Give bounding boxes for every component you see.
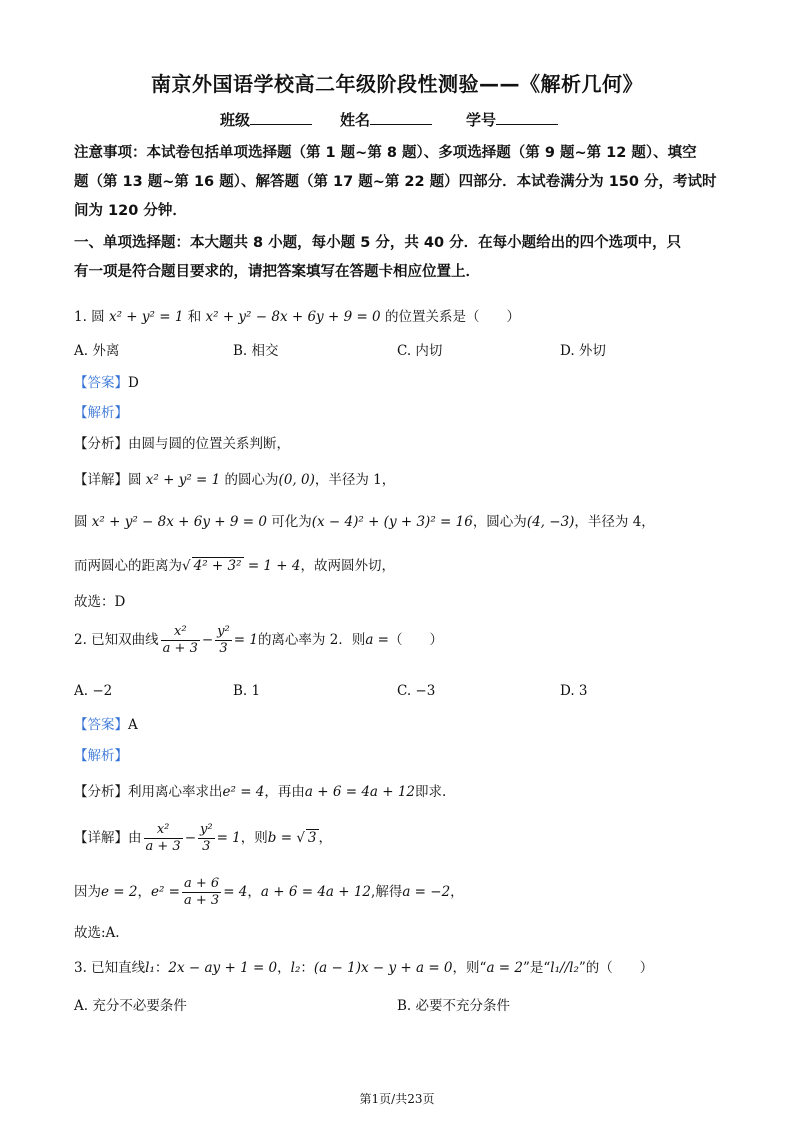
equation: a + 6 = 4a + 12 — [260, 884, 372, 900]
answer-value: A — [128, 717, 138, 733]
equation: b = √ 3 — [267, 830, 317, 846]
option-b: B. 相交 — [233, 343, 279, 359]
option-a: A. −2 — [74, 683, 113, 699]
q1-conclusion: 故选：D — [74, 594, 126, 610]
equation: a = 2 — [486, 960, 523, 976]
student-info-line — [220, 109, 640, 130]
instructions — [74, 139, 724, 226]
fraction — [215, 624, 232, 657]
equation: (x − 4)² + (y + 3)² = 16 — [311, 514, 473, 530]
text: ，半径为 4， — [574, 514, 655, 530]
text: ， — [137, 884, 151, 900]
text: 因为 — [74, 884, 101, 900]
text: 可化为 — [271, 514, 312, 530]
denominator: a + 3 — [162, 641, 198, 656]
text: ，则 — [240, 830, 268, 846]
text: ， — [318, 830, 333, 846]
analysis-tag: 【解析】 — [74, 405, 128, 421]
equation: x² + y² − 8x + 6y + 9 = 0 — [205, 309, 381, 325]
class-field — [220, 109, 312, 130]
operator: − — [201, 632, 214, 648]
option-c: C. 内切 — [397, 343, 443, 359]
denominator: 3 — [219, 641, 228, 656]
text: ： — [154, 960, 169, 976]
answer-tag: 【答案】 — [74, 375, 128, 391]
text: 而两圆心的距离为 — [74, 558, 182, 574]
text: ”的（ ） — [578, 960, 654, 976]
question-number: 3. 已知直线 — [74, 960, 146, 976]
text: 的圆心为 — [224, 472, 279, 488]
denominator: 3 — [202, 839, 211, 854]
fraction — [182, 876, 221, 909]
class-label: 班级 — [220, 111, 251, 129]
text: （ ） — [388, 632, 443, 648]
equation: e² = 4 — [222, 784, 265, 800]
option-b: B. 1 — [233, 683, 261, 699]
text: ， — [277, 960, 291, 976]
equation: l₁//l₂ — [550, 960, 579, 976]
numerator: y² — [200, 822, 213, 837]
section-heading — [74, 229, 724, 287]
text: 圆 — [74, 514, 88, 530]
fenxi-tag: 【分析】 — [74, 436, 128, 452]
equation: = 1 — [216, 830, 241, 846]
text: ， — [450, 884, 464, 900]
numerator: x² — [161, 624, 200, 641]
equation: = 4 — [223, 884, 248, 900]
question-number: 1. 圆 — [74, 309, 105, 325]
section-heading-line: 有一项是符合题目要求的，请把答案填写在答题卡相应位置上． — [74, 264, 480, 280]
instructions-line: 注意事项：本试卷包括单项选择题（第 1 题~第 8 题）、多项选择题（第 9 题~第 12 题）、填空 — [74, 145, 697, 161]
id-blank — [496, 110, 558, 125]
equation: = 1 — [233, 632, 258, 648]
text: 的位置关系是（ ） — [384, 309, 520, 325]
class-blank — [250, 110, 312, 125]
text: 利用离心率求出 — [128, 784, 223, 800]
line-label: l₁ — [145, 960, 155, 976]
q2-detail-1 — [74, 822, 332, 855]
id-field — [466, 109, 558, 130]
equation: (a − 1)x − y + a = 0 — [313, 960, 453, 976]
detail-tag: 【详解】 — [74, 472, 128, 488]
sqrt-content: 4² + 3² — [193, 558, 242, 574]
instructions-line: 间为 120 分钟． — [74, 203, 187, 219]
page-footer: 第1页/共23页 — [359, 1092, 435, 1106]
analysis-tag: 【解析】 — [74, 748, 128, 764]
option-d: D. 3 — [560, 683, 588, 699]
q2-answer — [74, 713, 138, 733]
operator: − — [184, 830, 196, 846]
instructions-line: 题（第 13 题~第 16 题）、解答题（第 17 题~第 22 题）四部分．本试卷满分为 150 分，考试时 — [74, 174, 717, 190]
text: 和 — [187, 309, 202, 325]
text: ，再由 — [264, 784, 305, 800]
numerator: y² — [217, 624, 230, 639]
section-heading-line: 一、单项选择题：本大题共 8 小题，每小题 5 分，共 40 分．在每小题给出的四个选项中，只 — [74, 235, 682, 251]
line-label: l₂ — [290, 960, 301, 976]
equation: x² + y² = 1 — [108, 309, 184, 325]
option-b: B. 必要不充分条件 — [397, 998, 511, 1014]
detail-tag: 【详解】 — [74, 830, 128, 846]
question-2 — [74, 624, 443, 657]
text: ，则“ — [452, 960, 487, 976]
question-3 — [74, 956, 653, 976]
equation: b = — [267, 830, 297, 846]
text: ”是“ — [522, 960, 551, 976]
answer-value: D — [128, 375, 139, 391]
text: 由圆与圆的位置关系判断， — [128, 436, 290, 452]
text: ，故两圆外切， — [300, 558, 395, 574]
equation: a + 6 = 4a + 12 — [304, 784, 416, 800]
equation: e = 2 — [101, 884, 138, 900]
equation: = 1 + 4 — [247, 558, 301, 574]
id-label: 学号 — [466, 111, 497, 129]
text: ,解得 — [371, 884, 403, 900]
text: 的离心率为 2．则 — [257, 632, 366, 648]
fraction — [161, 624, 200, 657]
q1-analysis-tag — [74, 401, 128, 421]
q1-detail-2 — [74, 510, 655, 530]
text: ，半径为 1， — [314, 472, 396, 488]
equation: (0, 0) — [278, 472, 315, 488]
sqrt-content: 3 — [307, 830, 317, 846]
equation: x² + y² − 8x + 6y + 9 = 0 — [91, 514, 267, 530]
option-a: A. 外离 — [74, 343, 120, 359]
text: ，圆心为 — [472, 514, 527, 530]
text: ： — [300, 960, 314, 976]
question-1 — [74, 305, 520, 325]
equation: (4, −3) — [526, 514, 575, 530]
question-number: 2. 已知双曲线 — [74, 632, 159, 648]
answer-tag: 【答案】 — [74, 717, 128, 733]
name-field — [340, 109, 432, 130]
option-c: C. −3 — [397, 683, 436, 699]
q2-conclusion: 故选:A. — [74, 925, 120, 941]
q1-detail-3 — [74, 554, 395, 574]
q2-analysis-tag — [74, 744, 128, 764]
equation: √ 4² + 3² = 1 + 4 — [182, 558, 301, 574]
text: ， — [247, 884, 261, 900]
equation: e² = — [150, 884, 180, 900]
text: 由 — [128, 830, 142, 846]
q1-fenxi — [74, 432, 290, 452]
numerator: a + 6 — [184, 876, 220, 891]
q1-detail-1 — [74, 468, 395, 488]
option-a: A. 充分不必要条件 — [74, 998, 187, 1014]
q2-detail-2 — [74, 876, 464, 909]
denominator: a + 3 — [184, 893, 220, 908]
fraction — [198, 822, 215, 855]
text: 圆 — [128, 472, 142, 488]
name-blank — [370, 110, 432, 125]
denominator: a + 3 — [145, 839, 181, 854]
q1-answer — [74, 371, 139, 391]
option-d: D. 外切 — [560, 343, 606, 359]
fenxi-tag: 【分析】 — [74, 784, 128, 800]
name-label: 姓名 — [340, 111, 371, 129]
equation: a = — [365, 632, 389, 648]
equation: x² + y² = 1 — [145, 472, 221, 488]
numerator: x² — [144, 822, 183, 839]
fraction — [144, 822, 183, 855]
equation: 2x − ay + 1 = 0 — [168, 960, 278, 976]
page-title: 南京外国语学校高二年级阶段性测验——《解析几何》 — [151, 72, 643, 96]
text: 即求. — [415, 784, 447, 800]
equation: a = −2 — [402, 884, 451, 900]
q2-fenxi — [74, 780, 446, 800]
